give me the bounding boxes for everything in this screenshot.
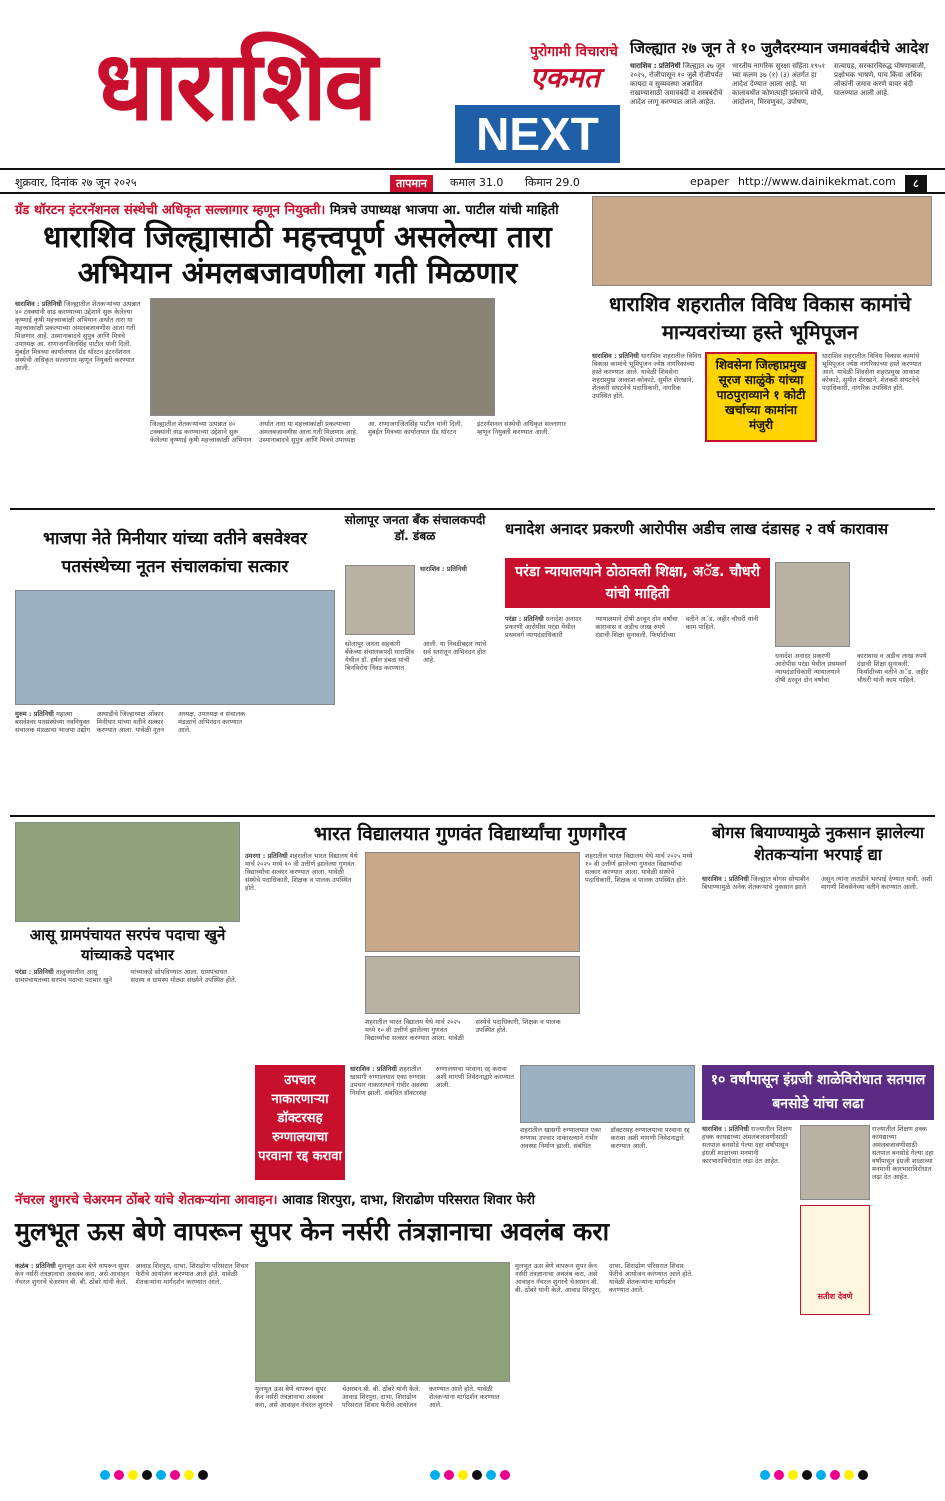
english-school-text: राज्यातील शिक्षण हक्क कायद्याच्या अंमलबजावणीसाठी सतपाल बनसोडे गेल्या दहा वर्षांपासून इंग्रजी शाळांच्या मनमानी कारभाराविरोधात लढा देत आहेत.	[702, 1125, 792, 1165]
bhumipujan-body	[592, 352, 702, 502]
bhumipujan-photo	[592, 196, 932, 286]
epaper-label: epaper	[690, 175, 729, 188]
basveshwar-headline: भाजपा नेते मिनीयार यांच्या वतीने बसवेश्वर पतसंस्थेच्या नूतन संचालकांचा सत्कार	[43, 529, 307, 577]
next-logo: NEXT	[455, 105, 620, 163]
english-school-body-cont: राज्यातील शिक्षण हक्क कायद्याच्या अंमलबजावणीसाठी सतपाल बनसोडे गेल्या दहा वर्षांपासून इंग्रजी शाळांच्या मनमानी कारभाराविरोधात लढा देत आहेत.	[872, 1125, 934, 1181]
lead-strap-text: मित्रचे उपाध्यक्ष भाजपा आ. पाटील यांची माहिती	[329, 203, 559, 218]
sarpanch-byline: परंडा : प्रतिनिधी	[15, 968, 54, 976]
court-headline: धनादेश अनादर प्रकरणी आरोपीस अडीच लाख दंडासह २ वर्ष कारावास	[505, 520, 888, 538]
bharat-vidyalay-results: शहरातील भारत विद्यालय येथे मार्च २०२५ मध्ये १० वी उत्तीर्ण झालेल्या गुणवंत विद्यार्थ्यांचा सत्कार करण्यात आला. यावेळी संस्थेचे पदाधिकारी, शिक्षक व पालक उपस्थित होते.	[365, 1018, 561, 1042]
basveshwar-photo	[15, 590, 335, 705]
upchar-body	[350, 1065, 515, 1185]
bharat-vidyalay-body-cont: शहरातील भारत विद्यालय येथे मार्च २०२५ मध्ये १० वी उत्तीर्ण झालेल्या गुणवंत विद्यार्थ्यांचा सत्कार करण्यात आला. यावेळी संस्थेचे पदाधिकारी, शिक्षक व पालक उपस्थित होते.	[585, 852, 693, 884]
basveshwar-body	[15, 710, 335, 810]
sugar-body	[15, 1262, 250, 1452]
website-link[interactable]: http://www.dainikekmat.com	[738, 175, 896, 188]
sarpanch-body	[15, 968, 240, 1183]
bhumipujan-headline: धाराशिव शहरातील विविध विकास कामांचे मान्यवरांच्या हस्ते भूमिपूजन	[609, 292, 911, 344]
english-school-byline: धाराशिव : प्रतिनिधी	[702, 1125, 749, 1133]
sugar-strap-red: नॅचरल शुगरचे चेअरमन ठोंबरे यांचे शेतकऱ्यांना आवाहन।	[15, 1193, 278, 1208]
english-school-headline: १० वर्षांपासून इंग्रजी शाळेविरोधात सतपाल बनसोडे यांचा लढा	[702, 1065, 934, 1120]
masthead-title: धाराशिव	[95, 30, 375, 142]
bogus-seeds-text: जिल्ह्यात बोगस सोयाबीन बियाण्यामुळे अनेक शेतकऱ्यांचे नुकसान झाले असून त्यांना तातडीने भरपाई देण्यात यावी, अशी मागणी शिवसेनेच्या वतीने करण्यात आली.	[702, 875, 933, 891]
upchar-byline: धाराशिव : प्रतिनिधी	[350, 1065, 397, 1073]
upchar-box: उपचार नाकारणाऱ्या डॉक्टरसह रुग्णालयाचा परवाना रद्द करावा	[255, 1065, 345, 1180]
sarpanch-headline: आसू ग्रामपंचायत सरपंच पदाचा खुने यांच्याकडे पदभार	[29, 926, 226, 964]
top-right-text: जिल्ह्यात २७ जून २०२५, रोजीपासून १० जुलै रोजीपर्यंत कायदा व सुव्यवस्था अबाधित राखण्यासाठी जमावबंदी व शस्त्रबंदीचे आदेश लागू करण्यात आले आहेत. भारतीय नागरिक सुरक्षा संहिता १९५१ च्या कलम ३७ (१) (३) अंतर्गत हा आदेश देण्यात आला आहे. या कालावधीत कोणत्याही प्रकारचे मोर्चे, आंदोलन, मिरवणुका, उपोषण, सत्याग्रह, सरकारविरुद्ध घोषणाबाजी, प्रक्षोभक भाषणे, पाच किंवा अधिक लोकांनी जमाव करणे यावर बंदी घालण्यात आली आहे.	[630, 62, 927, 106]
sugar-body-cont: मुलभूत ऊस बेणे वापरून सुपर केन नर्सरी तंत्रज्ञानाचा अवलंब करा, असे आवाहन नॅचरल शुगरचे चेअरमन बी. बी. ठोंबरे यांनी केले. आवाड शिरपुरा, दाभा, शिराढोण परिसरात शिवार फेरीचे आयोजन करण्यात आले होते. यावेळी शेतकऱ्यांना मार्गदर्शन करण्यात आले.	[255, 1385, 500, 1409]
solapur-bank-portrait	[345, 565, 415, 635]
bharat-vidyalay-text: शहरातील भारत विद्यालय येथे मार्च २०२५ मध्ये १० वी उत्तीर्ण झालेल्या गुणवंत विद्यार्थ्यांचा सत्कार करण्यात आला. यावेळी संस्थेचे पदाधिकारी, शिक्षक व पालक उपस्थित होते.	[245, 852, 358, 892]
bharat-vidyalay-headline: भारत विद्यालयात गुणवंत विद्यार्थ्यांचा गुणगौरव	[313, 823, 627, 845]
issue-date: शुक्रवार, दिनांक २७ जून २०२५	[15, 176, 137, 189]
bhumipujan-text: धाराशिव शहरातील विविध विकास कामांचे भूमिपूजन ज्येष्ठ नागरिकांच्या हस्ते करण्यात आले. यावेळी शिवसेना शहरप्रमुख आकाश कोकाटे, सुमीत शेरखाने, शेतकरी संघटनेचे पदाधिकारी, नागरिक उपस्थित होते.	[592, 352, 702, 400]
basveshwar-text: महात्मा बसवेश्वर पतसंस्थेच्या नवनियुक्त संचालक मंडळाचा भाजपा उद्योग आघाडीचे जिल्हाध्यक्ष ओंकार मिनीयार यांच्या वतीने सत्कार करण्यात आला. यावेळी नूतन अध्यक्ष, उपाध्यक्ष व संचालक मंडळाचे अभिनंदन करण्यात आले.	[15, 710, 246, 734]
sugar-field-photo	[255, 1262, 510, 1382]
lead-byline: धाराशिव : प्रतिनिधी	[15, 300, 62, 308]
bogus-seeds-body	[702, 875, 934, 1060]
sarpanch-photo	[15, 822, 240, 922]
sugar-strap-text: आवाड शिरपुरा, दाभा, शिराढोण परिसरात शिवार फेरी	[282, 1193, 535, 1208]
registration-marks-left	[100, 1470, 208, 1480]
lead-strap-red: ग्रँड थॉरटन इंटरनॅशनल संस्थेची अधिकृत सल्लागार म्हणून नियुक्ती।	[15, 203, 326, 218]
court-subhead: परंडा न्यायालयाने ठोठावली शिक्षा, अॅड. चौधरी यांची माहिती	[505, 558, 770, 608]
registration-marks-right	[760, 1470, 868, 1480]
bharat-vidyalay-group-photo	[365, 852, 580, 952]
english-school-portrait	[800, 1125, 870, 1200]
temperature-min: किमान 29.0	[525, 176, 580, 189]
upchar-body-cont: शहरातील खासगी रुग्णालयात एका रुग्णास उपचार नाकारल्याने गंभीर अवस्था निर्माण झाली. संबंधित डॉक्टरसह रुग्णालयाचा परवाना रद्द करावा अशी मागणी निवेदनाद्वारे करण्यात आली.	[520, 1126, 690, 1150]
solapur-bank-byline-block	[420, 565, 495, 645]
court-text: धनादेश अनादर प्रकरणी आरोपीस परंडा येथील प्रथमवर्ग न्यायदंडाधिकारी न्यायालयाने दोषी ठरवून दोन वर्षांचा कारावास व अडीच लाख रुपये दंडाची शिक्षा सुनावली. फिर्यादीच्या वतीने अॅड. जहीर चौधरी यांनी काम पाहिले.	[505, 615, 759, 639]
lead-strap	[15, 200, 575, 218]
top-right-body	[630, 62, 930, 160]
temperature-label: तापमान	[390, 175, 433, 192]
masthead-paper-name: एकमत	[530, 61, 600, 94]
solapur-bank-body: सोलापूर जनता सहकारी बँकेच्या संचालकपदी धाराशिव येथील डॉ. हर्षल डंबळ यांची बिनविरोध निवड करण्यात आली. या निवडीबद्दल त्यांचे सर्व स्तरातून अभिनंदन होत आहे.	[345, 640, 487, 672]
page-number: ८	[905, 175, 927, 192]
bogus-seeds-byline: धाराशिव : प्रतिनिधी	[702, 875, 749, 883]
sugar-headline: मुलभूत ऊस बेणे वापरून सुपर केन नर्सरी तंत्रज्ञानाचा अवलंब करा	[15, 1217, 610, 1246]
bhumipujan-body-cont: धाराशिव शहरातील विविध विकास कामांचे भूमिपूजन ज्येष्ठ नागरिकांच्या हस्ते करण्यात आले. यावेळी शिवसेना शहरप्रमुख आकाश कोकाटे, सुमीत शेरखाने, शेतकरी संघटनेचे पदाधिकारी, नागरिक उपस्थित होते.	[822, 352, 922, 392]
sugar-body-cont2: मुलभूत ऊस बेणे वापरून सुपर केन नर्सरी तंत्रज्ञानाचा अवलंब करा, असे आवाहन नॅचरल शुगरचे चेअरमन बी. बी. ठोंबरे यांनी केले. आवाड शिरपुरा, दाभा, शिराढोण परिसरात शिवार फेरीचे आयोजन करण्यात आले होते. यावेळी शेतकऱ्यांना मार्गदर्शन करण्यात आले.	[515, 1262, 694, 1294]
upchar-text: शहरातील खासगी रुग्णालयात एका रुग्णास उपचार नाकारल्याने गंभीर अवस्था निर्माण झाली. संबंधित डॉक्टरसह रुग्णालयाचा परवाना रद्द करावा अशी मागणी निवेदनाद्वारे करण्यात आली.	[350, 1065, 515, 1097]
divider	[10, 815, 935, 817]
bharat-vidyalay-students-photo	[365, 956, 580, 1014]
court-byline: परंडा : प्रतिनिधी	[505, 615, 544, 623]
sarpanch-text: तालुक्यातील आसू ग्रामपंचायतच्या सरपंच पदाचा पदभार खुने यांच्याकडे सोपविण्यात आला. ग्रामपंचायत सदस्य व ग्रामस्थ मोठ्या संख्येने उपस्थित होते.	[15, 968, 237, 984]
bharat-vidyalay-byline: उमरगा : प्रतिनिधी	[245, 852, 288, 860]
court-body	[505, 615, 770, 810]
top-right-byline: धाराशिव : प्रतिनिधी	[630, 62, 681, 70]
divider	[10, 508, 935, 510]
lead-body-cont: जिल्ह्यातील शेतकऱ्यांच्या उत्पन्नात ४० टक्क्यांनी वाढ करण्याच्या उद्देशाने सुरू केलेल्या कृष्णाई कृषी महत्त्वाकांक्षी अभियान अर्थात तारा या महत्त्वाकांक्षी प्रकल्पाच्या अंमलबजावणीस आता गती मिळणार आहे. उस्मानाबादचे सुपुत्र आणि मित्रचे उपाध्यक्ष आ. राणाजगजितसिंह पाटील यांनी दिली. मुंबईत मित्रच्या कार्यालयात ग्रँड थॉरटन इंटरनॅशनल संस्थेची अधिकृत सल्लागार म्हणून नियुक्ती करण्यात आली.	[150, 420, 566, 444]
bhumipujan-byline: धाराशिव : प्रतिनिधी	[592, 352, 639, 360]
lead-body-col1	[15, 300, 145, 495]
solapur-bank-byline: धाराशिव : प्रतिनिधी	[420, 565, 467, 573]
registration-marks-center	[430, 1470, 510, 1480]
sugar-text: मुलभूत ऊस बेणे वापरून सुपर केन नर्सरी तंत्रज्ञानाचा अवलंब करा, असे आवाहन नॅचरल शुगरचे चेअरमन बी. बी. ठोंबरे यांनी केले. आवाड शिरपुरा, दाभा, शिराढोण परिसरात शिवार फेरीचे आयोजन करण्यात आले होते. यावेळी शेतकऱ्यांना मार्गदर्शन करण्यात आले.	[15, 1262, 249, 1286]
sugar-strap	[15, 1190, 705, 1208]
english-school-body	[702, 1125, 797, 1380]
court-body-cont: धनादेश अनादर प्रकरणी आरोपीस परंडा येथील प्रथमवर्ग न्यायदंडाधिकारी न्यायालयाने दोषी ठरवून दोन वर्षांचा कारावास व अडीच लाख रुपये दंडाची शिक्षा सुनावली. फिर्यादीच्या वतीने अॅड. जहीर चौधरी यांनी काम पाहिले.	[775, 652, 929, 684]
top-right-headline: जिल्ह्यात २७ जून ते १० जुलैदरम्यान जमावबंदीचे आदेश	[630, 39, 929, 57]
bhumipujan-highlight-box: शिवसेना जिल्हाप्रमुख सूरज साळुंके यांच्या पाठपुराव्याने १ कोटी खर्चाच्या कामांना मंजुरी	[705, 352, 817, 442]
english-school-ad: सतीश देवणे	[800, 1205, 870, 1315]
sugar-byline: कळंब : प्रतिनिधी	[15, 1262, 56, 1270]
lead-photo	[150, 298, 495, 416]
bogus-seeds-headline: बोगस बियाण्यामुळे नुकसान झालेल्या शेतकऱ्यांना भरपाई द्या	[711, 823, 925, 864]
solapur-bank-headline: सोलापूर जनता बँक संचालकपदी डॉ. डंबळ	[344, 513, 486, 543]
basveshwar-byline: मुरुम : प्रतिनिधी	[15, 710, 54, 718]
lead-body: जिल्ह्यातील शेतकऱ्यांच्या उत्पन्नात ४० टक्क्यांनी वाढ करण्याच्या उद्देशाने सुरू केलेल्या कृष्णाई कृषी महत्त्वाकांक्षी अभियान अर्थात तारा या महत्त्वाकांक्षी प्रकल्पाच्या अंमलबजावणीस आता गती मिळणार आहे. उस्मानाबादचे सुपुत्र आणि मित्रचे उपाध्यक्ष आ. राणाजगजितसिंह पाटील यांनी दिली. मुंबईत मित्रच्या कार्यालयात ग्रँड थॉरटन इंटरनॅशनल संस्थेची अधिकृत सल्लागार म्हणून नियुक्ती करण्यात आली.	[15, 300, 141, 372]
bharat-vidyalay-body	[245, 852, 360, 1057]
upchar-photo	[520, 1065, 695, 1123]
masthead-tagline: पुरोगामी विचाराचे	[530, 44, 618, 60]
court-advocate-portrait	[775, 562, 850, 647]
dateline-bar	[0, 168, 945, 194]
lead-headline: धाराशिव जिल्ह्यासाठी महत्त्वपूर्ण असलेल्या तारा अभियान अंमलबजावणीला गती मिळणार	[43, 220, 552, 291]
temperature-max: कमाल 31.0	[450, 176, 504, 189]
